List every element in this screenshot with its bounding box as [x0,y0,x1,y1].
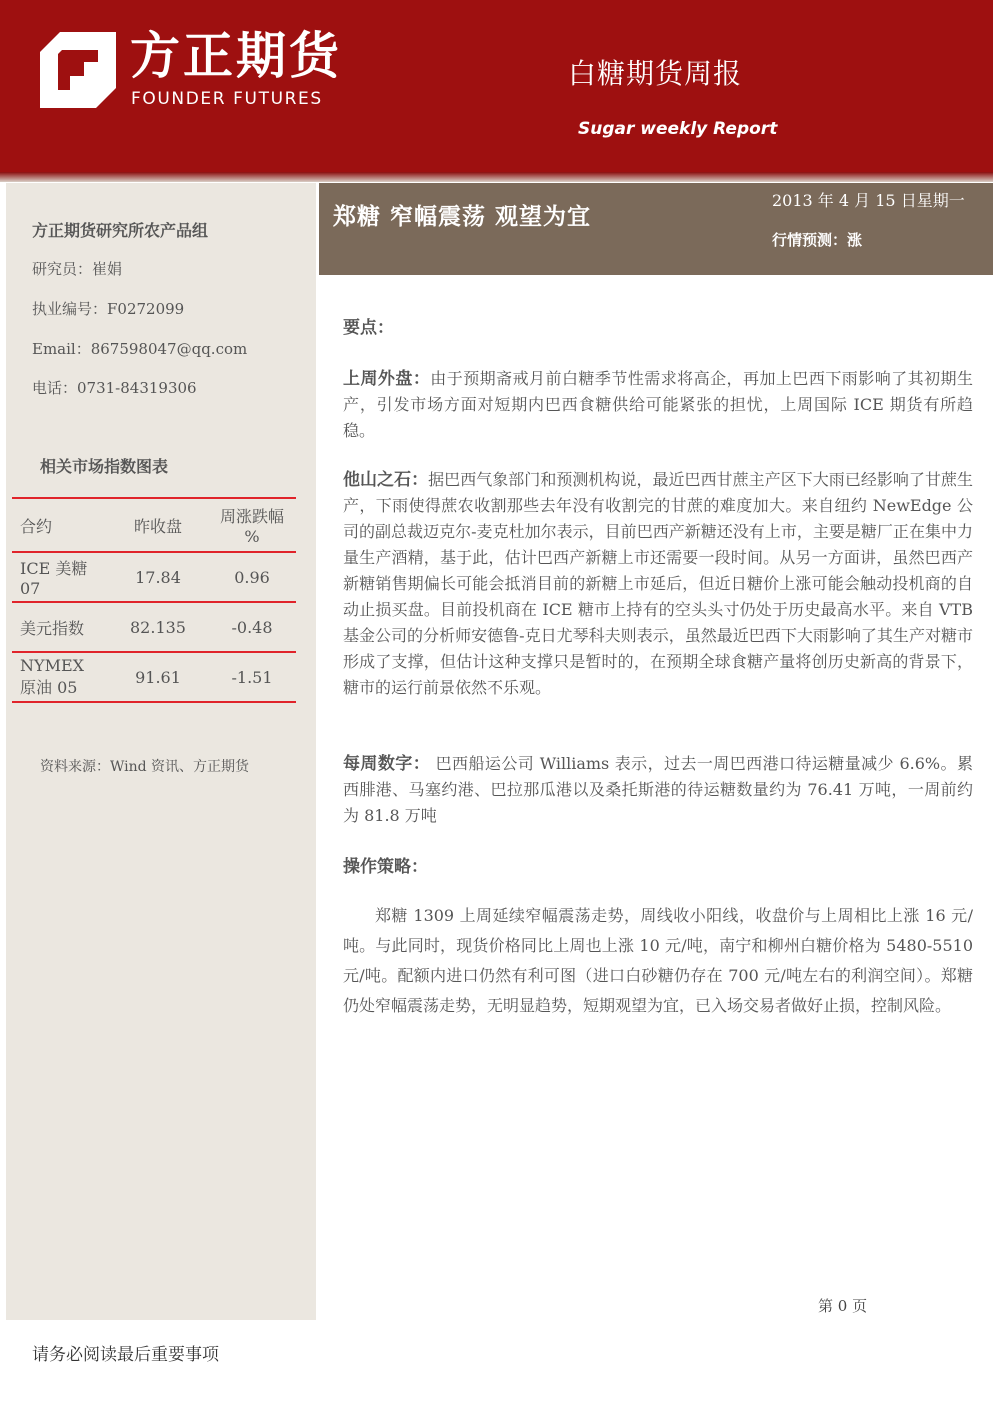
market-index-table [12,497,296,703]
contact-email[interactable]: Email：867598047@qq.com [32,340,248,358]
logo-english-name: FOUNDER FUTURES [131,89,323,109]
table-row [12,602,296,652]
table-row [12,552,296,602]
contract-cell: NYMEX 原油 05 [12,652,108,702]
table-header-row [12,498,296,552]
table-row [12,652,296,702]
report-date: 2013 年 4 月 15 日星期一 [772,191,965,210]
strategy-text: 郑糖 1309 上周延续窄幅震荡走势，周线收小阳线，收盘价与上周相比上涨 16 元/吨。与此同时，现货价格同比上周也上涨 10 元/吨，南宁和柳州白糖价格为 5480-5510 元/吨。配额内进口仍然有利可图（进口白砂糖仍存在 700 元/吨左右的利润空间）。郑糖仍处窄幅震荡走势，无明显趋势，短期观望为宜，已入场交易者做好止损，控制风险。 [343,906,973,1015]
contract-cell: 美元指数 [12,602,108,652]
column-header: 周涨跌幅 % [208,498,296,552]
market-table-title: 相关市场指数图表 [40,457,169,476]
license-number: 执业编号：F0272099 [32,300,185,318]
section-overseas [343,366,973,444]
section-label: 上周外盘： [343,369,431,389]
data-source: 资料来源：Wind 资讯、方正期货 [40,759,250,775]
close-cell: 17.84 [108,552,208,602]
section-text: 据巴西气象部门和预测机构说，最近巴西甘蔗主产区下大雨已经影响了甘蔗生产，下雨使得蔗农收割那些去年没有收割完的甘蔗的难度加大。来自纽约 NewEdge 公司的副总裁迈克尔-麦克杜加尔表示，目前巴西产新糖还没有上市，主要是糖厂正在集中力量生产酒精，基于此，估计巴西产新糖上市还需要一段时间。从另一方面讲，虽然巴西产新糖销售期偏长可能会抵消目前的新糖上市延后，但近日糖价上涨可能会触动投机商的自动止损买盘。目前投机商在 ICE 糖市上持有的空头头寸仍处于历史最高水平。来自 VTB 基金公司的分析师安德鲁-克日尤琴科夫则表示，虽然最近巴西下大雨影响了其生产对糖市形成了支撑，但估计这种支撑只是暂时的，在预期全球食糖产量将创历史新高的背景下，糖市的运行前景依然不乐观。 [343,470,973,697]
report-subtitle: Sugar weekly Report [578,119,778,139]
change-cell: -1.51 [208,652,296,702]
section-text: 巴西船运公司 Williams 表示，过去一周巴西港口待运糖量减少 6.6%。累西腓港、马塞约港、巴拉那瓜港以及桑托斯港的待运糖数量约为 76.41 万吨，一周前约为 81.8 万吨 [343,754,973,825]
keypoints-label: 要点： [343,318,394,338]
page-number: 第 0 页 [818,1297,868,1315]
section-label: 每周数字： [343,754,431,774]
disclaimer-note: 请务必阅读最后重要事项 [32,1345,219,1365]
report-title: 白糖期货周报 [568,57,743,90]
header-shadow [0,172,993,182]
section-text: 由于预期斋戒月前白糖季节性需求将高企，再加上巴西下雨影响了其初期生产，引发市场方面对短期内巴西食糖供给可能紧张的担忧，上周国际 ICE 期货有所趋稳。 [343,369,973,440]
researcher-name: 研究员：崔娟 [32,260,123,278]
change-cell: 0.96 [208,552,296,602]
change-cell: -0.48 [208,602,296,652]
contract-cell: ICE 美糖 07 [12,552,108,602]
logo-chinese-name: 方正期货 [130,27,342,85]
research-group: 方正期货研究所农产品组 [32,221,209,240]
close-cell: 82.135 [108,602,208,652]
contact-phone: 电话：0731-84319306 [32,379,197,397]
column-header: 昨收盘 [108,498,208,552]
headline: 郑糖 窄幅震荡 观望为宜 [333,204,592,230]
column-header: 合约 [12,498,108,552]
market-forecast: 行情预测：涨 [772,231,863,249]
strategy-label: 操作策略： [343,857,428,877]
close-cell: 91.61 [108,652,208,702]
founder-logo-icon [40,32,116,108]
section-weekly-numbers [343,751,973,829]
section-other-markets [343,467,973,701]
section-label: 他山之石： [343,470,429,490]
